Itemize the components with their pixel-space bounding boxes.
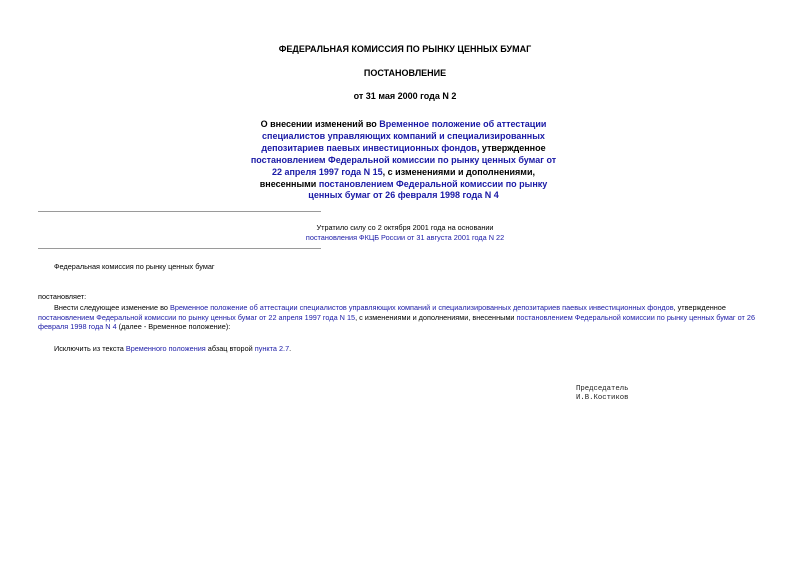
p2-link-clause-2-7[interactable]: пункта 2.7 xyxy=(254,344,290,353)
repeal-notice-link[interactable]: постановления ФКЦБ России от 31 августа 2001 года N 22 xyxy=(305,232,505,242)
signature-name: И.В.Костиков xyxy=(576,393,629,402)
divider-top xyxy=(38,211,321,212)
org-heading: ФЕДЕРАЛЬНАЯ КОМИССИЯ ПО РЫНКУ ЦЕННЫХ БУМАГ xyxy=(278,44,532,54)
p1-text-2: , утвержденное xyxy=(673,303,726,312)
title-link-temporary-regulation[interactable]: Временное положение об аттестации специалистов управляющих компаний и специализированных депозитариев паевых инвестиционных фондов xyxy=(261,119,547,153)
repeal-notice xyxy=(280,223,530,242)
p1-text-4: (далее - Временное положение): xyxy=(116,322,231,332)
repeal-notice-text: Утратило силу со 2 октября 2001 года на основании xyxy=(316,223,494,232)
doc-type-heading: ПОСТАНОВЛЕНИЕ xyxy=(363,68,447,78)
p1-text-1: Внести следующее изменение во xyxy=(54,303,170,312)
p2-text-2: абзац второй xyxy=(205,344,255,353)
divider-bottom xyxy=(38,248,321,249)
signature-role: Председатель xyxy=(576,385,629,393)
title-text-1: О внесении изменений во xyxy=(260,119,380,129)
doc-title xyxy=(247,119,560,202)
p2-text-1: Исключить из текста xyxy=(54,344,126,353)
p1-link-temporary-regulation[interactable]: Временное положение об аттестации специалистов управляющих компаний и специализированных депозитариев паевых инвестиционных фондов xyxy=(169,303,674,312)
p1-link-decree-1997[interactable]: постановлением Федеральной комиссии по рынку ценных бумаг от 22 апреля 1997 года N 15 xyxy=(38,312,356,322)
title-link-decree-1998[interactable]: постановлением Федеральной комиссии по рынку ценных бумаг от 26 февраля 1998 года N 4 xyxy=(308,178,548,201)
signature-block xyxy=(576,385,629,402)
paragraph-1 xyxy=(38,303,776,332)
p1-text-3: , с изменениями и дополнениями, внесенными xyxy=(355,312,517,322)
decrees-line: постановляет: xyxy=(38,292,87,301)
p2-link-temporary-regulation[interactable]: Временного положения xyxy=(125,344,206,353)
doc-date: от 31 мая 2000 года N 2 xyxy=(353,91,457,101)
paragraph-2 xyxy=(54,344,754,354)
issuer-line: Федеральная комиссия по рынку ценных бумаг xyxy=(54,262,215,271)
p1-link-decree-1998[interactable]: постановлением Федеральной комиссии по рынку ценных бумаг от 26 февраля 1998 года N 4 xyxy=(38,312,755,332)
p2-text-3: . xyxy=(289,344,292,353)
title-text-2: , утвержденное xyxy=(476,142,546,153)
title-text-3: , с изменениями и дополнениями, внесенными xyxy=(259,166,535,189)
title-link-decree-1997[interactable]: постановлением Федеральной комиссии по рынку ценных бумаг от 22 апреля 1997 года N 15 xyxy=(250,154,557,177)
